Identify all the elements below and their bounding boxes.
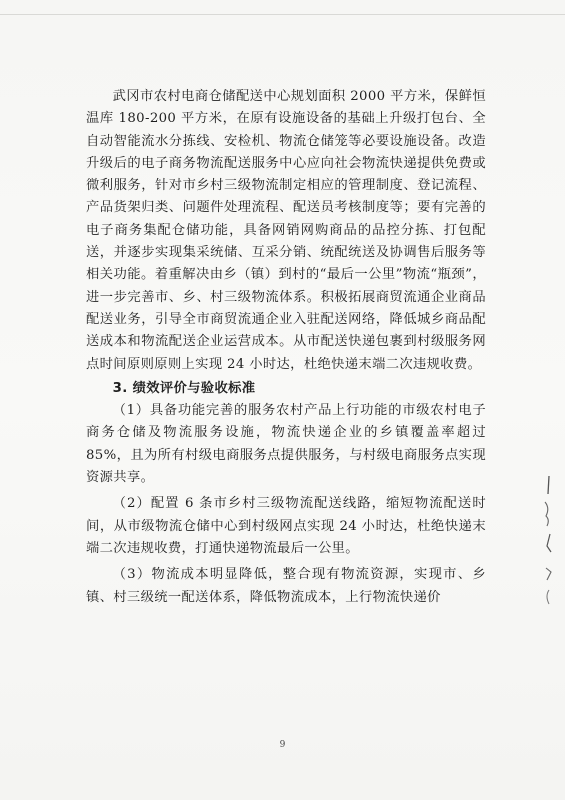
page-number: 9 [279,740,286,750]
margin-scan-marks [541,472,555,612]
scan-edge-line [0,14,565,15]
paragraph-criterion-2: （2）配置 6 条市乡村三级物流配送线路，缩短物流配送时间，从市级物流仓储中心到村级网点实现 24 小时达，杜绝快递末端二次违规收费，打通快递物流最后一公里。 [86,496,486,556]
paragraph-criterion-3: （3）物流成本明显降低，整合现有物流资源，实现市、乡镇、村三级统一配送体系，降低物流成本，上行物流快递价 [86,567,486,605]
document-body [86,86,486,609]
paragraph-logistics-center: 武冈市农村电商仓储配送中心规划面积 2000 平方米，保鲜恒温库 180-200 平方米，在原有设施设备的基础上升级打包台、全自动智能流水分拣线、安检机、物流仓储笼等必要设施设备。改造升级后的电子商务物流配送服务中心应向社会物流快递提供免费或微利服务，针对市乡村三级物流制定相应的管理制度、登记流程、产品货架归类、问题件处理流程、配送员考核制度等；要有完善的电子商务集配仓储功能，具备网销网购商品的品控分拣、打包配送，并逐步实现集采统储、互采分销、统配统送及协调售后服务等相关功能。着重解决由乡（镇）到村的“最后一公里”物流“瓶颈”，进一步完善市、乡、村三级物流体系。积极拓展商贸流通企业商品配送业务，引导全市商贸流通企业入驻配送网络，降低城乡商品配送成本和物流配送企业运营成本。从市配送快递包裹到村级服务网点时间原则原则上实现 24 小时达，杜绝快递末端二次违规收费。 [86,89,486,372]
section-heading: 3. 绩效评价与验收标准 [112,380,256,396]
paragraph-criterion-1: （1）具备功能完善的服务农村产品上行功能的市级农村电子商务仓储及物流服务设施，物流快递企业的乡镇覆盖率超过 85%，且为所有村级电商服务点提供服务，与村级电商服务点实现资源共享。 [86,403,486,486]
